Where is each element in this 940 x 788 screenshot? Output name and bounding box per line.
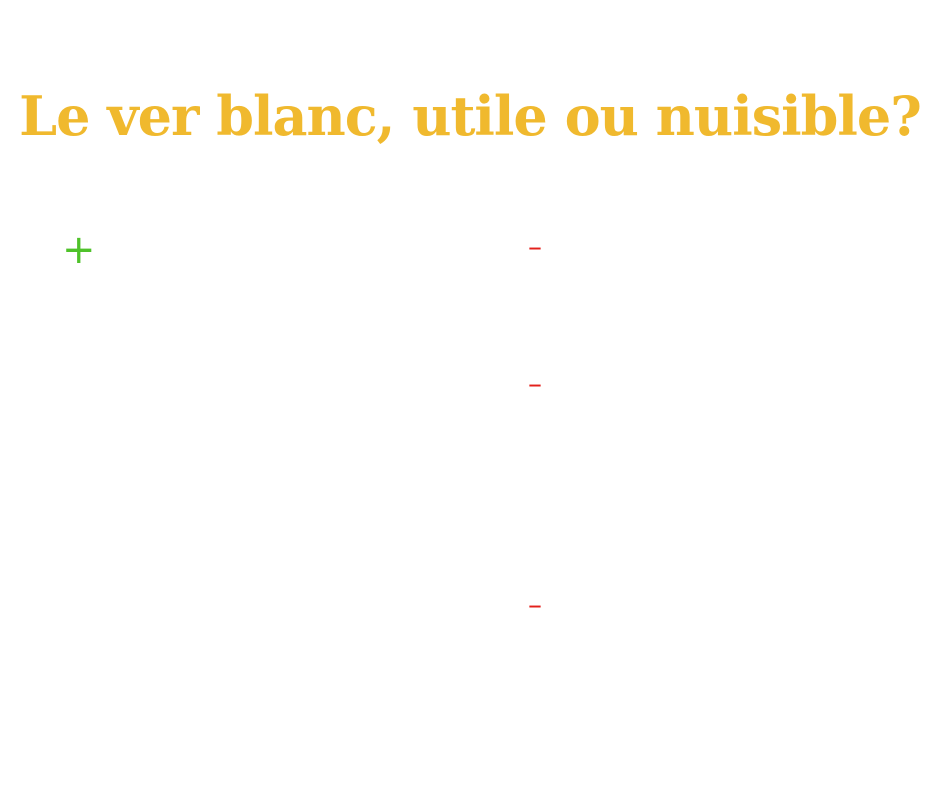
page-title: Le ver blanc, utile ou nuisible?	[19, 84, 921, 148]
minus-icon: –	[528, 230, 542, 263]
minus-icon: –	[528, 588, 542, 621]
plus-icon: +	[62, 227, 96, 273]
minus-icon: –	[528, 367, 542, 400]
